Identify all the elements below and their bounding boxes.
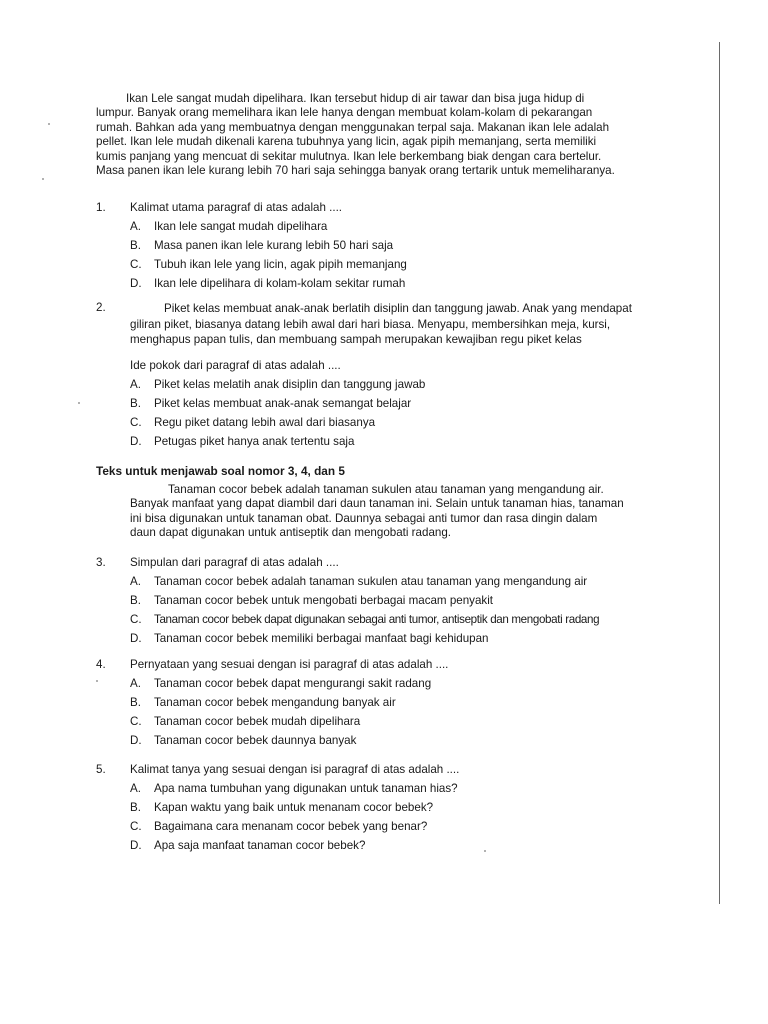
option-text: Tanaman cocor bebek adalah tanaman sukulen atau tanaman yang mengandung air [154,575,588,588]
option-text: Regu piket datang lebih awal dari biasanya [154,416,376,429]
option-d[interactable] [96,734,696,753]
option-d[interactable] [96,435,696,454]
option-letter: C. [130,258,142,271]
paragraph-line: kumis panjang yang mencuat di sekitar mulutnya. Ikan lele berkembang biak dengan cara bertelur. [96,149,602,163]
paragraph-line: lumpur. Banyak orang memelihara ikan lele hanya dengan membuat kolam-kolam di pekarangan [96,106,593,120]
question-4 [96,658,696,753]
option-letter: B. [130,696,141,709]
question-number: 4. [96,658,106,671]
option-letter: D. [130,435,142,448]
section-heading: Teks untuk menjawab soal nomor 3, 4, dan 5 [96,464,345,478]
option-text: Tanaman cocor bebek untuk mengobati berbagai macam penyakit [154,594,493,607]
option-b[interactable] [96,397,696,416]
option-text: Tanaman cocor bebek dapat digunakan sebagai anti tumor, antiseptik dan mengobati radang [154,613,600,626]
option-text: Tanaman cocor bebek memiliki berbagai manfaat bagi kehidupan [154,632,489,645]
option-text: Bagaimana cara menanam cocor bebek yang benar? [154,820,428,833]
question-text: Simpulan dari paragraf di atas adalah .... [130,556,339,569]
paragraph-line: Tanaman cocor bebek adalah tanaman sukulen atau tanaman yang mengandung air. [168,483,604,496]
option-letter: D. [130,632,142,645]
scan-speck [78,402,80,404]
option-a[interactable] [96,575,696,594]
option-text: Kapan waktu yang baik untuk menanam cocor bebek? [154,801,434,814]
scan-speck [48,123,50,125]
option-b[interactable] [96,696,696,715]
paragraph-line: Ikan Lele sangat mudah dipelihara. Ikan tersebut hidup di air tawar dan bisa juga hidup di [126,92,585,105]
option-text: Tanaman cocor bebek dapat mengurangi sakit radang [154,677,432,690]
option-d[interactable] [96,839,696,858]
option-letter: C. [130,416,142,429]
option-text: Petugas piket hanya anak tertentu saja [154,435,355,448]
question-text: Kalimat tanya yang sesuai dengan isi paragraf di atas adalah .... [130,763,460,776]
option-c[interactable] [96,416,696,435]
option-a[interactable] [96,220,696,239]
option-text: Tanaman cocor bebek daunnya banyak [154,734,357,747]
question-1 [96,201,696,296]
paragraph-ikan-lele [96,92,696,178]
paragraph-line: daun dapat digunakan untuk antiseptik dan mengobati radang. [130,526,452,540]
option-letter: C. [130,613,142,626]
option-letter: A. [130,220,141,233]
option-text: Apa nama tumbuhan yang digunakan untuk tanaman hias? [154,782,458,795]
option-text: Apa saja manfaat tanaman cocor bebek? [154,839,366,852]
passage-cocor-bebek [130,483,700,541]
option-letter: D. [130,839,142,852]
question-3 [96,556,696,651]
option-letter: B. [130,239,141,252]
question-2-paragraph [130,301,700,348]
option-text: Tanaman cocor bebek mudah dipelihara [154,715,361,728]
option-letter: A. [130,677,141,690]
paragraph-line: menghapus papan tulis, dan membuang sampah merupakan kewajiban regu piket kelas [130,333,582,347]
option-letter: A. [130,575,141,588]
option-a[interactable] [96,782,696,801]
option-text: Masa panen ikan lele kurang lebih 50 hari saja [154,239,394,252]
option-text: Tubuh ikan lele yang licin, agak pipih memanjang [154,258,407,271]
option-d[interactable] [96,632,696,651]
paragraph-line: rumah. Bahkan ada yang membuatnya dengan menggunakan terpal saja. Makanan ikan lele adalah [96,120,610,134]
paragraph-line: Piket kelas membuat anak-anak berlatih disiplin dan tanggung jawab. Anak yang mendapat [164,302,632,315]
option-letter: D. [130,734,142,747]
option-text: Piket kelas membuat anak-anak semangat belajar [154,397,412,410]
option-c[interactable] [96,613,696,632]
paragraph-line: pellet. Ikan lele mudah dikenali karena tubuhnya yang licin, agak pipih memanjang, serta memiliki [96,135,597,149]
option-a[interactable] [96,677,696,696]
question-text: Pernyataan yang sesuai dengan isi paragraf di atas adalah .... [130,658,449,671]
option-letter: C. [130,715,142,728]
question-number: 5. [96,763,106,776]
option-b[interactable] [96,594,696,613]
option-letter: A. [130,378,141,391]
option-c[interactable] [96,258,696,277]
option-d[interactable] [96,277,696,296]
question-text: Ide pokok dari paragraf di atas adalah .... [130,359,341,372]
scan-edge-line [719,42,720,904]
scan-speck [42,178,44,180]
option-text: Piket kelas melatih anak disiplin dan tanggung jawab [154,378,426,391]
paragraph-line: Masa panen ikan lele kurang lebih 70 hari saja sehingga banyak orang tertarik untuk memeliharanya. [96,164,615,178]
question-text: Kalimat utama paragraf di atas adalah .... [130,201,343,214]
option-letter: B. [130,801,141,814]
option-letter: C. [130,820,142,833]
option-c[interactable] [96,715,696,734]
option-letter: B. [130,594,141,607]
question-number: 2. [96,301,106,314]
option-b[interactable] [96,239,696,258]
question-number: 1. [96,201,106,214]
question-5 [96,763,696,858]
question-2 [96,359,696,454]
paragraph-line: Banyak manfaat yang dapat diambil dari daun tanaman ini. Selain untuk tanaman hias, tanaman [130,497,624,511]
option-letter: D. [130,277,142,290]
option-text: Ikan lele sangat mudah dipelihara [154,220,328,233]
option-a[interactable] [96,378,696,397]
option-c[interactable] [96,820,696,839]
option-letter: B. [130,397,141,410]
option-b[interactable] [96,801,696,820]
option-letter: A. [130,782,141,795]
option-text: Tanaman cocor bebek mengandung banyak air [154,696,396,709]
question-number: 3. [96,556,106,569]
paragraph-line: giliran piket, biasanya datang lebih awal dari hari biasa. Menyapu, membersihkan meja, kursi, [130,317,611,331]
paragraph-line: ini bisa digunakan untuk tanaman obat. Daunnya sebagai anti tumor dan rasa dingin dalam [130,511,598,525]
option-text: Ikan lele dipelihara di kolam-kolam sekitar rumah [154,277,406,290]
